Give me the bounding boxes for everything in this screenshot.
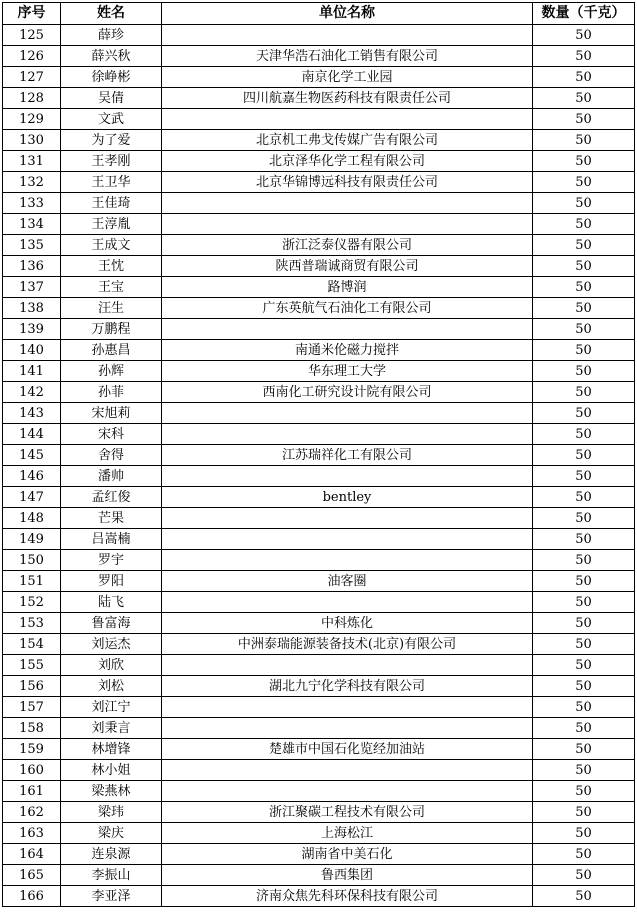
cell-name: 潘帅 [61, 466, 162, 487]
table-row [3, 550, 635, 571]
cell-serial-number: 164 [3, 844, 61, 865]
cell-quantity: 50 [533, 466, 635, 487]
cell-name: 薛兴秋 [61, 46, 162, 67]
cell-quantity: 50 [533, 235, 635, 256]
cell-serial-number: 125 [3, 25, 61, 46]
cell-organization: 路博润 [162, 277, 533, 298]
cell-quantity: 50 [533, 67, 635, 88]
cell-organization [162, 655, 533, 676]
cell-organization: bentley [162, 487, 533, 508]
table-row [3, 739, 635, 760]
table-row [3, 508, 635, 529]
table-row [3, 886, 635, 907]
cell-serial-number: 163 [3, 823, 61, 844]
header-quantity: 数量（千克） [533, 3, 635, 25]
cell-organization: 南京化学工业园 [162, 67, 533, 88]
table-row [3, 235, 635, 256]
cell-name: 刘松 [61, 676, 162, 697]
table-header [3, 3, 635, 25]
cell-organization: 陕西普瑞诚商贸有限公司 [162, 256, 533, 277]
cell-name: 梁玮 [61, 802, 162, 823]
cell-name: 王忱 [61, 256, 162, 277]
cell-quantity: 50 [533, 109, 635, 130]
cell-name: 连泉源 [61, 844, 162, 865]
cell-quantity: 50 [533, 25, 635, 46]
cell-quantity: 50 [533, 214, 635, 235]
cell-serial-number: 131 [3, 151, 61, 172]
cell-quantity: 50 [533, 634, 635, 655]
cell-name: 汪生 [61, 298, 162, 319]
cell-name: 为了爱 [61, 130, 162, 151]
header-name: 姓名 [61, 3, 162, 25]
cell-organization: 楚雄市中国石化览经加油站 [162, 739, 533, 760]
table-row [3, 676, 635, 697]
cell-organization: 华东理工大学 [162, 361, 533, 382]
cell-serial-number: 137 [3, 277, 61, 298]
cell-serial-number: 126 [3, 46, 61, 67]
cell-organization [162, 529, 533, 550]
table-row [3, 340, 635, 361]
cell-serial-number: 158 [3, 718, 61, 739]
cell-name: 万鹏程 [61, 319, 162, 340]
table-row [3, 529, 635, 550]
cell-quantity: 50 [533, 676, 635, 697]
cell-organization [162, 25, 533, 46]
cell-serial-number: 146 [3, 466, 61, 487]
cell-serial-number: 145 [3, 445, 61, 466]
cell-serial-number: 139 [3, 319, 61, 340]
cell-serial-number: 138 [3, 298, 61, 319]
cell-quantity: 50 [533, 277, 635, 298]
cell-quantity: 50 [533, 319, 635, 340]
cell-name: 舍得 [61, 445, 162, 466]
cell-name: 鲁富海 [61, 613, 162, 634]
cell-name: 王宝 [61, 277, 162, 298]
cell-serial-number: 153 [3, 613, 61, 634]
cell-quantity: 50 [533, 781, 635, 802]
cell-serial-number: 159 [3, 739, 61, 760]
cell-name: 王成文 [61, 235, 162, 256]
cell-organization: 南通米伦磁力搅拌 [162, 340, 533, 361]
cell-serial-number: 140 [3, 340, 61, 361]
table-row [3, 802, 635, 823]
cell-quantity: 50 [533, 88, 635, 109]
cell-quantity: 50 [533, 886, 635, 907]
cell-serial-number: 136 [3, 256, 61, 277]
cell-serial-number: 129 [3, 109, 61, 130]
cell-name: 芒果 [61, 508, 162, 529]
table-row [3, 718, 635, 739]
cell-name: 刘运杰 [61, 634, 162, 655]
cell-quantity: 50 [533, 739, 635, 760]
cell-serial-number: 135 [3, 235, 61, 256]
table-row [3, 193, 635, 214]
cell-name: 罗阳 [61, 571, 162, 592]
cell-name: 徐峥彬 [61, 67, 162, 88]
cell-name: 吕嵩楠 [61, 529, 162, 550]
table-row [3, 151, 635, 172]
cell-serial-number: 161 [3, 781, 61, 802]
header-serial-number: 序号 [3, 3, 61, 25]
table-row [3, 865, 635, 886]
cell-serial-number: 155 [3, 655, 61, 676]
table-row [3, 781, 635, 802]
cell-organization [162, 592, 533, 613]
cell-organization [162, 109, 533, 130]
table-row [3, 277, 635, 298]
cell-organization [162, 466, 533, 487]
cell-serial-number: 157 [3, 697, 61, 718]
cell-organization: 中科炼化 [162, 613, 533, 634]
cell-organization: 中洲泰瑞能源装备技术(北京)有限公司 [162, 634, 533, 655]
cell-organization [162, 508, 533, 529]
table-row [3, 424, 635, 445]
cell-serial-number: 143 [3, 403, 61, 424]
cell-organization: 浙江泛泰仪器有限公司 [162, 235, 533, 256]
table-row [3, 613, 635, 634]
cell-serial-number: 127 [3, 67, 61, 88]
cell-organization: 西南化工研究设计院有限公司 [162, 382, 533, 403]
cell-organization [162, 214, 533, 235]
table-row [3, 298, 635, 319]
header-row [3, 3, 635, 25]
cell-organization: 北京机工弗戈传媒广告有限公司 [162, 130, 533, 151]
table-row [3, 487, 635, 508]
cell-serial-number: 150 [3, 550, 61, 571]
cell-organization: 济南众焦先科环保科技有限公司 [162, 886, 533, 907]
cell-quantity: 50 [533, 256, 635, 277]
cell-organization [162, 550, 533, 571]
cell-quantity: 50 [533, 424, 635, 445]
cell-serial-number: 149 [3, 529, 61, 550]
cell-quantity: 50 [533, 613, 635, 634]
cell-name: 梁燕林 [61, 781, 162, 802]
cell-name: 刘欣 [61, 655, 162, 676]
cell-quantity: 50 [533, 382, 635, 403]
table-row [3, 571, 635, 592]
cell-organization [162, 697, 533, 718]
cell-organization: 鲁西集团 [162, 865, 533, 886]
cell-name: 文武 [61, 109, 162, 130]
cell-serial-number: 142 [3, 382, 61, 403]
table-row [3, 88, 635, 109]
cell-quantity: 50 [533, 802, 635, 823]
table-row [3, 361, 635, 382]
cell-organization [162, 760, 533, 781]
cell-organization: 湖南省中美石化 [162, 844, 533, 865]
table-row [3, 592, 635, 613]
cell-quantity: 50 [533, 550, 635, 571]
table-row [3, 655, 635, 676]
cell-serial-number: 132 [3, 172, 61, 193]
cell-name: 罗宇 [61, 550, 162, 571]
cell-name: 陆飞 [61, 592, 162, 613]
table-row [3, 214, 635, 235]
cell-organization [162, 403, 533, 424]
table-row [3, 109, 635, 130]
table-row [3, 466, 635, 487]
table-row [3, 382, 635, 403]
cell-serial-number: 148 [3, 508, 61, 529]
cell-quantity: 50 [533, 46, 635, 67]
cell-quantity: 50 [533, 718, 635, 739]
cell-name: 林小姐 [61, 760, 162, 781]
cell-name: 宋旭莉 [61, 403, 162, 424]
cell-name: 李振山 [61, 865, 162, 886]
cell-name: 王孝刚 [61, 151, 162, 172]
cell-name: 王卫华 [61, 172, 162, 193]
cell-organization [162, 319, 533, 340]
cell-name: 刘秉言 [61, 718, 162, 739]
cell-quantity: 50 [533, 361, 635, 382]
cell-organization: 广东英航气石油化工有限公司 [162, 298, 533, 319]
cell-quantity: 50 [533, 340, 635, 361]
cell-name: 孟红俊 [61, 487, 162, 508]
cell-quantity: 50 [533, 445, 635, 466]
table-row [3, 445, 635, 466]
table-row [3, 319, 635, 340]
cell-quantity: 50 [533, 298, 635, 319]
table-row [3, 844, 635, 865]
cell-serial-number: 130 [3, 130, 61, 151]
cell-quantity: 50 [533, 529, 635, 550]
cell-serial-number: 128 [3, 88, 61, 109]
table-row [3, 697, 635, 718]
table-row [3, 25, 635, 46]
cell-name: 孙惠昌 [61, 340, 162, 361]
cell-name: 王佳琦 [61, 193, 162, 214]
table-row [3, 172, 635, 193]
cell-quantity: 50 [533, 655, 635, 676]
table-body [3, 25, 635, 907]
cell-quantity: 50 [533, 151, 635, 172]
cell-organization: 湖北九宁化学科技有限公司 [162, 676, 533, 697]
cell-quantity: 50 [533, 193, 635, 214]
cell-organization: 上海松江 [162, 823, 533, 844]
cell-quantity: 50 [533, 844, 635, 865]
cell-organization: 浙江聚碳工程技术有限公司 [162, 802, 533, 823]
table-row [3, 67, 635, 88]
cell-organization: 北京泽华化学工程有限公司 [162, 151, 533, 172]
cell-organization [162, 781, 533, 802]
cell-quantity: 50 [533, 172, 635, 193]
cell-quantity: 50 [533, 571, 635, 592]
cell-organization: 天津华浩石油化工销售有限公司 [162, 46, 533, 67]
cell-quantity: 50 [533, 697, 635, 718]
cell-organization: 北京华锦博远科技有限责任公司 [162, 172, 533, 193]
registration-table [2, 2, 635, 907]
table-row [3, 823, 635, 844]
cell-serial-number: 154 [3, 634, 61, 655]
cell-name: 梁庆 [61, 823, 162, 844]
cell-quantity: 50 [533, 823, 635, 844]
cell-organization: 四川航嘉生物医药科技有限责任公司 [162, 88, 533, 109]
cell-name: 宋科 [61, 424, 162, 445]
cell-serial-number: 151 [3, 571, 61, 592]
cell-serial-number: 152 [3, 592, 61, 613]
cell-name: 孙菲 [61, 382, 162, 403]
cell-name: 林增锋 [61, 739, 162, 760]
cell-quantity: 50 [533, 508, 635, 529]
cell-serial-number: 147 [3, 487, 61, 508]
cell-serial-number: 165 [3, 865, 61, 886]
cell-serial-number: 160 [3, 760, 61, 781]
table-row [3, 46, 635, 67]
table-row [3, 403, 635, 424]
table-row [3, 634, 635, 655]
cell-organization: 油客圈 [162, 571, 533, 592]
cell-organization [162, 424, 533, 445]
table-row [3, 256, 635, 277]
cell-serial-number: 133 [3, 193, 61, 214]
cell-quantity: 50 [533, 760, 635, 781]
cell-name: 薛珍 [61, 25, 162, 46]
cell-quantity: 50 [533, 592, 635, 613]
cell-organization [162, 718, 533, 739]
header-organization: 单位名称 [162, 3, 533, 25]
cell-name: 孙辉 [61, 361, 162, 382]
cell-quantity: 50 [533, 130, 635, 151]
cell-name: 吴倩 [61, 88, 162, 109]
cell-serial-number: 134 [3, 214, 61, 235]
cell-quantity: 50 [533, 865, 635, 886]
cell-serial-number: 156 [3, 676, 61, 697]
cell-name: 刘江宁 [61, 697, 162, 718]
cell-serial-number: 144 [3, 424, 61, 445]
cell-serial-number: 141 [3, 361, 61, 382]
table-row [3, 130, 635, 151]
cell-quantity: 50 [533, 403, 635, 424]
cell-organization: 江苏瑞祥化工有限公司 [162, 445, 533, 466]
cell-serial-number: 162 [3, 802, 61, 823]
table-row [3, 760, 635, 781]
cell-name: 李亚泽 [61, 886, 162, 907]
cell-quantity: 50 [533, 487, 635, 508]
cell-serial-number: 166 [3, 886, 61, 907]
cell-name: 王淳胤 [61, 214, 162, 235]
cell-organization [162, 193, 533, 214]
